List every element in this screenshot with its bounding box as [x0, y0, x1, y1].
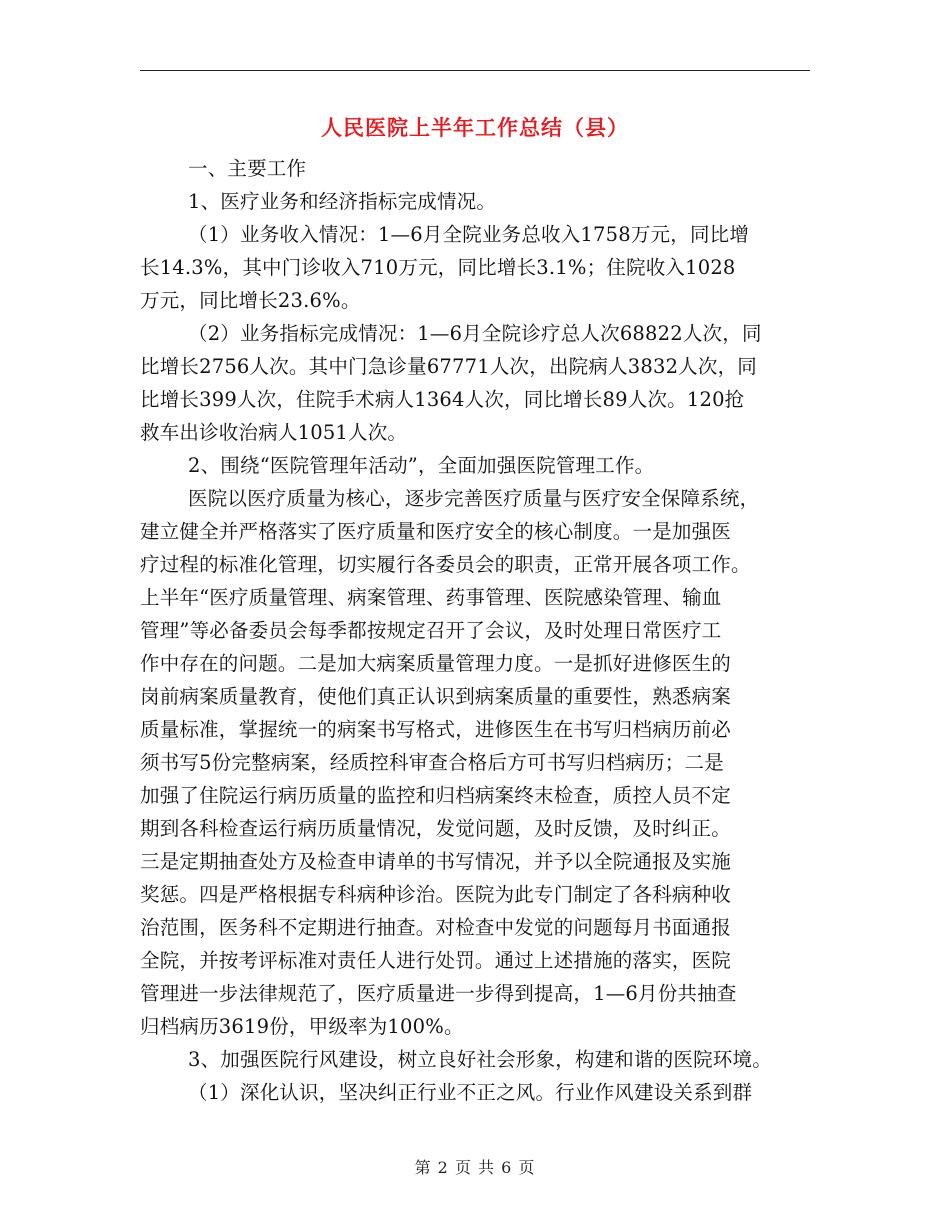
heading-main-work: 一、主要工作: [188, 157, 307, 180]
paragraph-line: 加强了住院运行病历质量的监控和归档病案终末检查，质控人员不定: [140, 784, 732, 807]
paragraph-line: （1）业务收入情况：1—6月全院业务总收入1758万元，同比增: [188, 223, 750, 246]
paragraph-line: 三是定期抽查处方及检查申请单的书写情况，并予以全院通报及实施: [140, 850, 732, 873]
paragraph-line: 质量标准，掌握统一的病案书写格式，进修医生在书写归档病历前必: [140, 718, 732, 741]
document-title: 人民医院上半年工作总结（县）: [321, 116, 629, 140]
paragraph-line: 期到各科检查运行病历质量情况，发觉问题，及时反馈，及时纠正。: [140, 817, 732, 840]
page-number-footer: 第 2 页 共 6 页: [414, 1158, 536, 1177]
paragraph-line: 长14.3%，其中门诊收入710万元，同比增长3.1%；住院收入1028: [140, 256, 736, 279]
heading-section-3: 3、加强医院行风建设，树立良好社会形象，构建和谐的医院环境。: [188, 1048, 772, 1071]
paragraph-line: 须书写5份完整病案，经质控科审查合格后方可书写归档病历；二是: [140, 751, 724, 774]
paragraph-line: （1）深化认识，坚决纠正行业不正之风。行业作风建设关系到群: [188, 1081, 753, 1104]
paragraph-line: 比增长2756人次。其中门急诊量67771人次，出院病人3832人次，同: [140, 355, 757, 378]
paragraph-line: 建立健全并严格落实了医疗质量和医疗安全的核心制度。一是加强医: [140, 520, 732, 543]
paragraph-line: 治范围，医务科不定期进行抽查。对检查中发觉的问题每月书面通报: [140, 916, 732, 939]
paragraph-line: 归档病历3619份，甲级率为100%。: [140, 1015, 464, 1038]
paragraph-line: 医院以医疗质量为核心，逐步完善医疗质量与医疗安全保障系统，: [188, 487, 760, 510]
paragraph-line: 管理进一步法律规范了，医疗质量进一步得到提高，1—6月份共抽查: [140, 982, 737, 1005]
paragraph-line: 比增长399人次，住院手术病人1364人次，同比增长89人次。120抢: [140, 388, 745, 411]
paragraph-line: 岗前病案质量教育，使他们真正认识到病案质量的重要性，熟悉病案: [140, 685, 732, 708]
paragraph-line: 管理”等必备委员会每季都按规定召开了会议，及时处理日常医疗工: [140, 619, 722, 642]
heading-section-2: 2、围绕“医院管理年活动”，全面加强医院管理工作。: [188, 454, 655, 477]
paragraph-line: 全院，并按考评标准对责任人进行处罚。通过上述措施的落实，医院: [140, 949, 732, 972]
paragraph-line: 疗过程的标准化管理，切实履行各委员会的职责，正常开展各项工作。: [140, 553, 751, 576]
paragraph-line: 救车出诊收治病人1051人次。: [140, 421, 408, 444]
heading-section-1: 1、医疗业务和经济指标完成情况。: [188, 190, 497, 213]
header-rule: [140, 70, 810, 71]
paragraph-line: 万元，同比增长23.6%。: [140, 289, 361, 312]
paragraph-line: （2）业务指标完成情况：1—6月全院诊疗总人次68822人次，同: [188, 322, 762, 345]
paragraph-line: 奖惩。四是严格根据专科病种诊治。医院为此专门制定了各科病种收: [140, 883, 732, 906]
paragraph-line: 上半年“医疗质量管理、病案管理、药事管理、医院感染管理、输血: [140, 586, 722, 609]
paragraph-line: 作中存在的问题。二是加大病案质量管理力度。一是抓好进修医生的: [140, 652, 732, 675]
